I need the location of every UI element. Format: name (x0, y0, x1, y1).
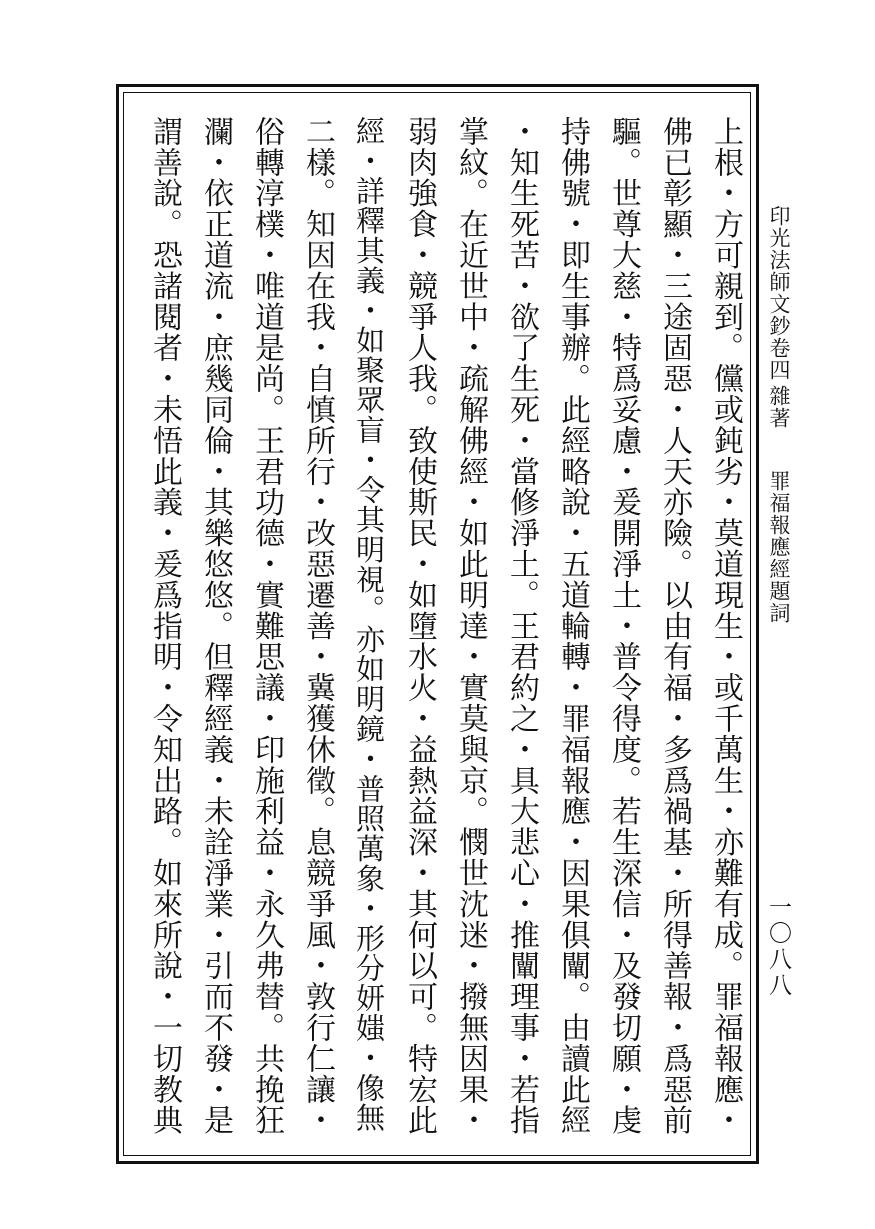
text-column-3: 驅。世尊大慈・特爲妥慮・爰開淨土・普令得度。若生深信・及發切願・虔 (606, 116, 641, 1136)
article-title: 罪福報應經題詞 (767, 470, 791, 624)
page-number: 一〇八八 (765, 895, 791, 999)
book-title: 印光法師文鈔卷四 (767, 205, 791, 381)
text-column-11: 瀾・依正道流・庶幾同倫・其樂悠悠。但釋經義・未詮淨業・引而不發・是 (198, 116, 233, 1136)
text-column-5: ・知生死苦・欲了生死・當修淨土。王君約之・具大悲心・推闡理事・若指 (504, 116, 539, 1136)
section-label: 雜著 (767, 385, 791, 429)
text-column-2: 佛已彰顯・三途固惡・人天亦險。以由有福・多爲禍基・所得善報・爲惡前 (657, 116, 692, 1136)
text-column-7: 弱肉強食・競爭人我。致使斯民・如墮水火・益熱益深・其何以可。特宏此 (402, 116, 437, 1136)
text-column-9: 二樣。知因在我・自慎所行・改惡遷善・冀獲休徵。息競爭風・敦行仁讓・ (300, 116, 335, 1136)
text-column-6: 掌紋。在近世中・疏解佛經・如此明達・實莫與京。憫世沈迷・撥無因果・ (453, 116, 488, 1136)
text-column-4: 持佛號・即生事辦。此經略說・五道輪轉・罪福報應・因果俱闡。由讀此經 (555, 116, 590, 1136)
text-column-12: 謂善說。恐諸閱者・未悟此義・爰爲指明・令知出路。如來所說・一切教典 (147, 116, 182, 1136)
text-column-8: 經・詳釋其義・如聚眾盲・令其明視。亦如明鏡・普照萬象・形分妍媸・像無 (352, 116, 386, 1133)
text-column-1: 上根・方可親到。儻或鈍劣・莫道現生・或千萬生・亦難有成。罪福報應・ (708, 116, 743, 1136)
text-column-10: 俗轉淳樸・唯道是尚。王君功德・實難思議・印施利益・永久弗替。共挽狂 (249, 116, 284, 1136)
